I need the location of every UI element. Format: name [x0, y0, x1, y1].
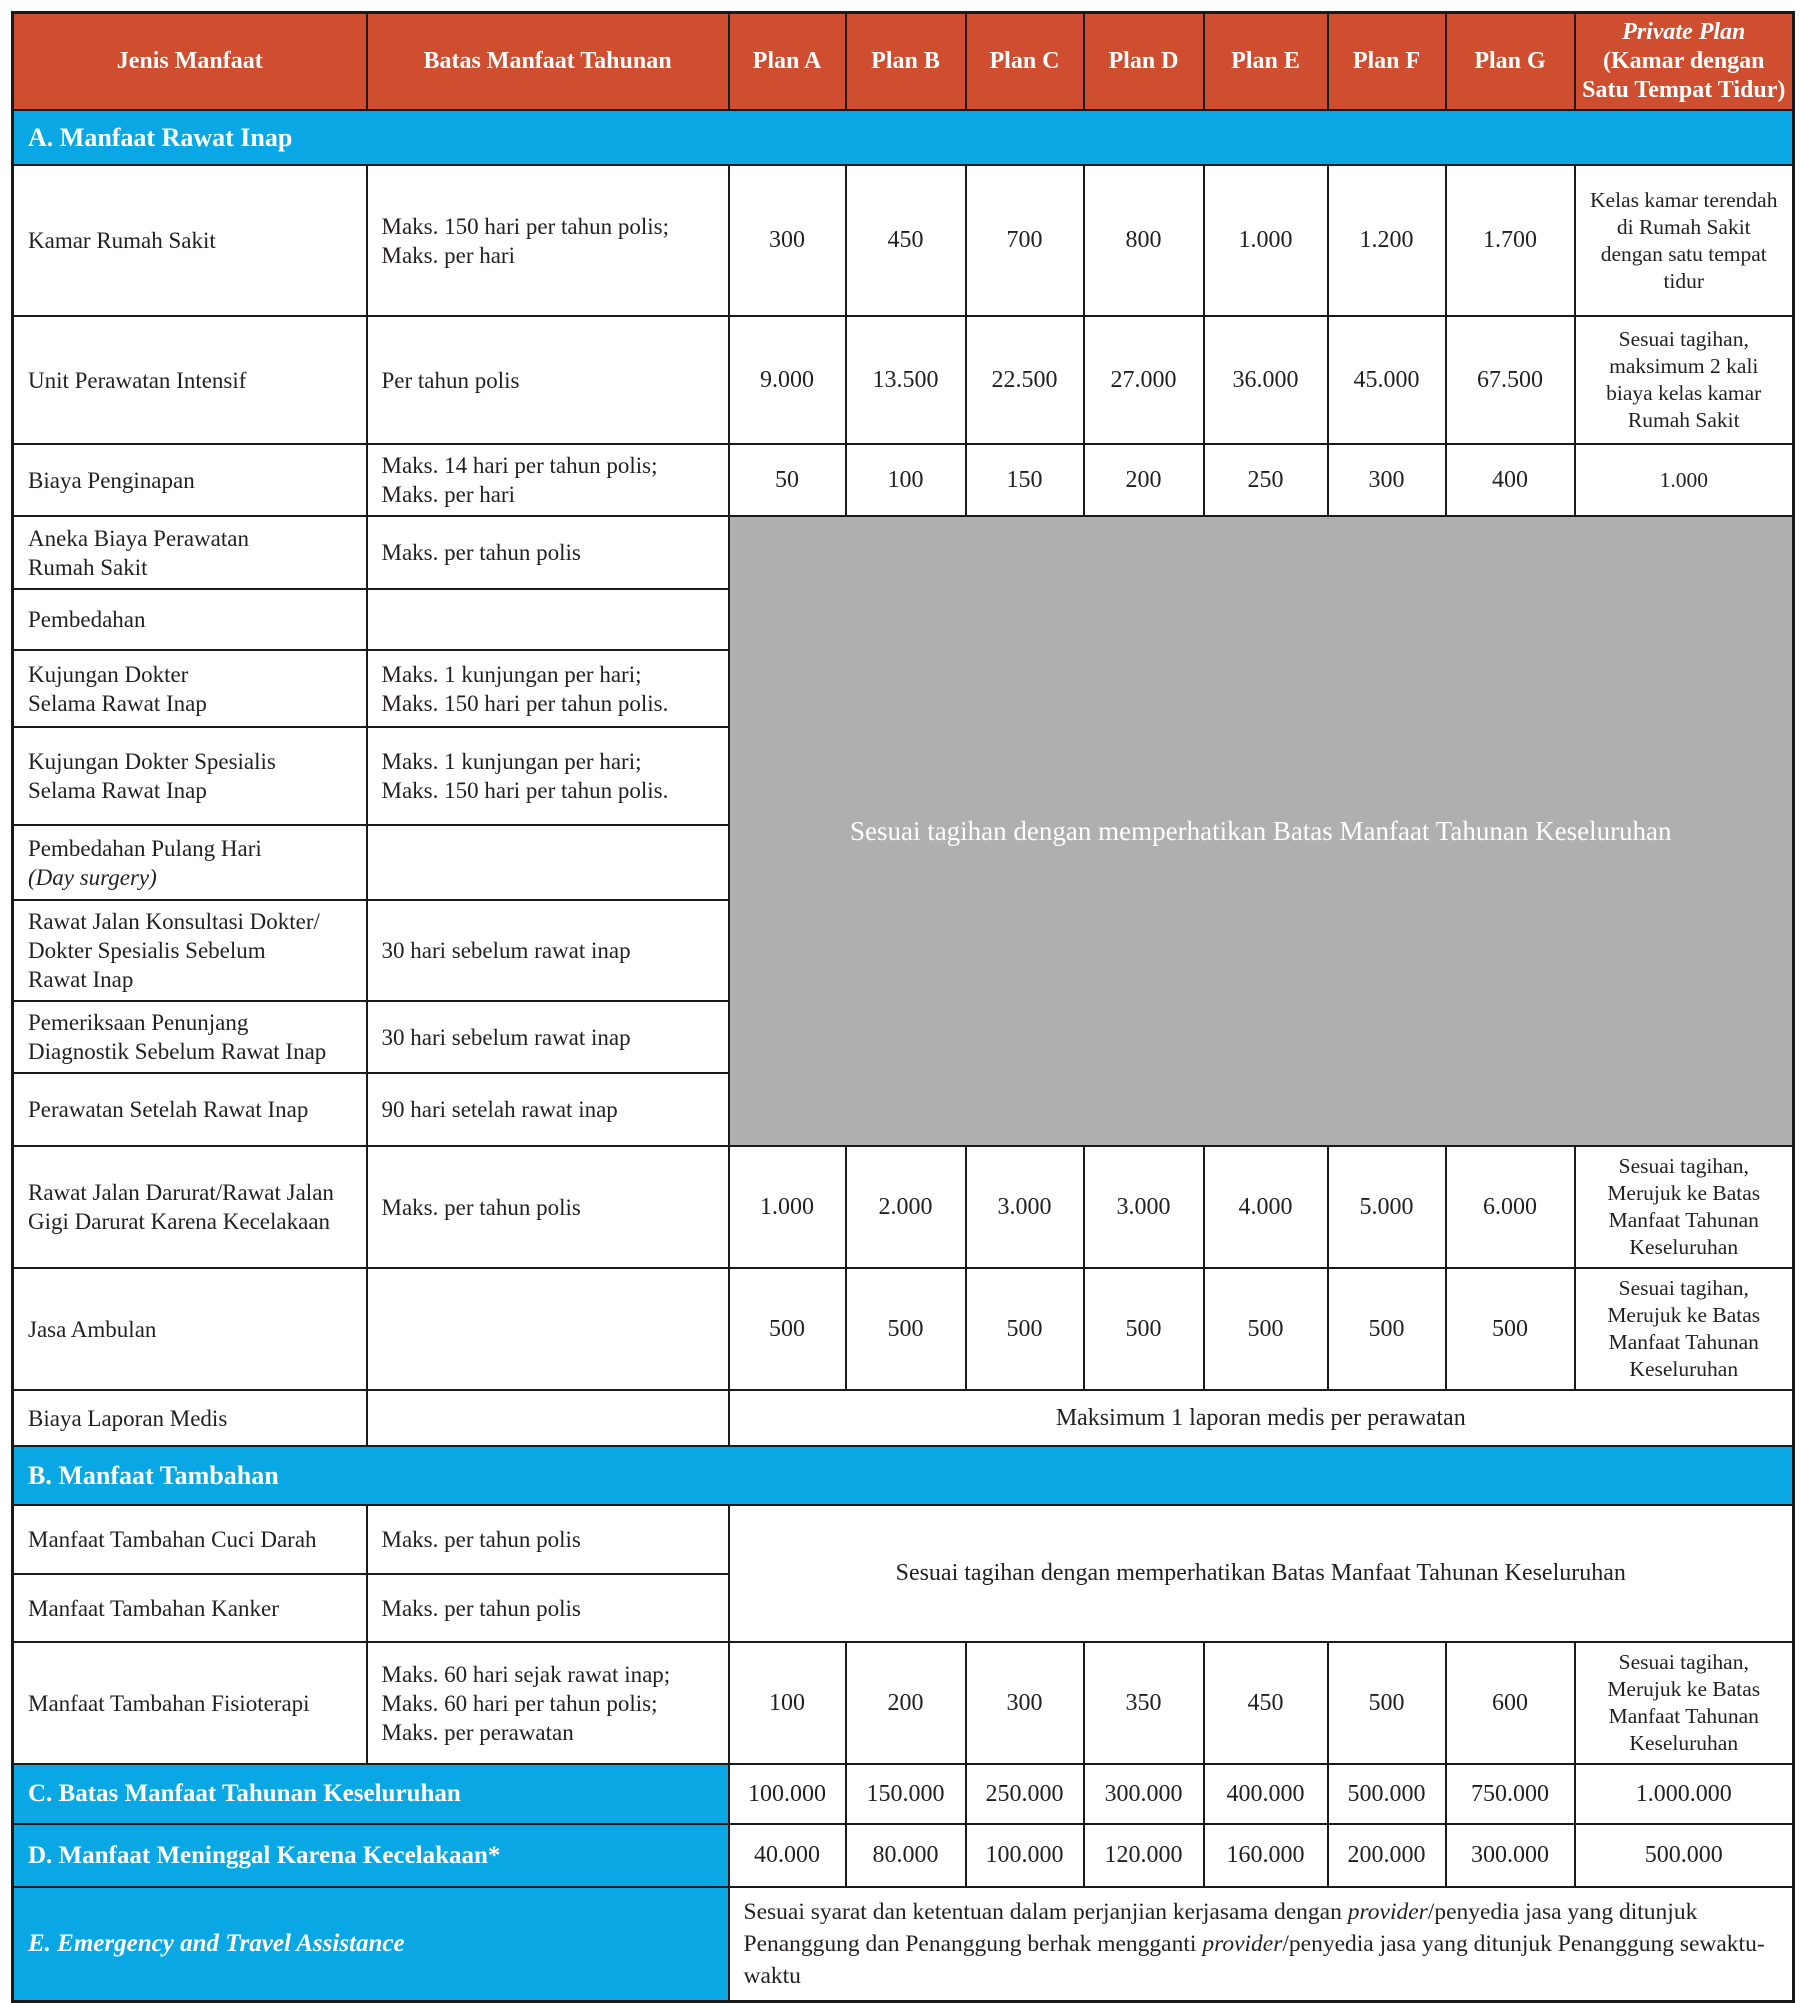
section-e-note [729, 1887, 1794, 2002]
value-cell: 45.000 [1328, 316, 1446, 444]
limit-cell [367, 650, 729, 727]
row-label [13, 516, 367, 589]
table-row [13, 1268, 1794, 1390]
value-cell: 750.000 [1446, 1764, 1575, 1824]
value-cell: 67.500 [1446, 316, 1575, 444]
private-cell: Sesuai tagihan, Merujuk ke Batas Manfaat Tahunan Keseluruhan [1575, 1268, 1794, 1390]
row-label-line: Rawat Jalan Darurat/Rawat Jalan [28, 1180, 334, 1205]
e-note-text: /penyedia jasa yang ditunjuk Penanggung dan Penanggung berhak mengganti [743, 1899, 1698, 1957]
limit-line: Maks. 60 hari per tahun polis; [381, 1690, 658, 1716]
gray-merged-note: Sesuai tagihan dengan memperhatikan Batas Manfaat Tahunan Keseluruhan [729, 516, 1794, 1146]
row-label [13, 1001, 367, 1073]
value-cell: 300 [729, 165, 846, 316]
value-cell: 400 [1446, 444, 1575, 516]
section-b-header: B. Manfaat Tambahan [13, 1446, 1794, 1505]
benefit-table [11, 11, 1795, 2003]
value-cell: 400.000 [1204, 1764, 1328, 1824]
table-row [13, 1505, 1794, 1574]
limit-cell [367, 589, 729, 650]
table-row [13, 1642, 1794, 1764]
value-cell: 500 [1204, 1268, 1328, 1390]
row-label-line: Kujungan Dokter Spesialis [28, 749, 276, 774]
section-b-merged-note: Sesuai tagihan dengan memperhatikan Batas Manfaat Tahunan Keseluruhan [729, 1505, 1794, 1642]
row-label-line: Rumah Sakit [28, 554, 148, 580]
limit-line: Maks. per hari [381, 242, 515, 268]
value-cell: 4.000 [1204, 1146, 1328, 1268]
row-label [13, 650, 367, 727]
value-cell: 350 [1084, 1642, 1204, 1764]
limit-line: Maks. 1 kunjungan per hari; [381, 661, 642, 687]
row-label [13, 1146, 367, 1268]
value-cell: 1.000 [1204, 165, 1328, 316]
e-note-provider: provider [1347, 1899, 1428, 1925]
header-private-plan-sub: (Kamar dengan Satu Tempat Tidur) [1582, 48, 1786, 103]
value-cell: 3.000 [1084, 1146, 1204, 1268]
e-note-text: /penyedia jasa yang ditunjuk Penanggung sewaktu-waktu [743, 1931, 1765, 1989]
value-cell: 700 [966, 165, 1084, 316]
value-cell: 500.000 [1575, 1824, 1794, 1887]
value-cell: 5.000 [1328, 1146, 1446, 1268]
row-label-line: Kujungan Dokter [28, 661, 189, 687]
header-plan-g: Plan G [1446, 13, 1575, 111]
section-c-header: C. Batas Manfaat Tahunan Keseluruhan [13, 1764, 729, 1824]
row-label [13, 727, 367, 825]
limit-line: Maks. 150 hari per tahun polis. [381, 690, 669, 716]
limit-cell: Maks. per tahun polis [367, 1146, 729, 1268]
value-cell: 300.000 [1446, 1824, 1575, 1887]
section-d-row [13, 1824, 1794, 1887]
value-cell: 800 [1084, 165, 1204, 316]
private-cell: Sesuai tagihan, Merujuk ke Batas Manfaat Tahunan Keseluruhan [1575, 1146, 1794, 1268]
value-cell: 250.000 [966, 1764, 1084, 1824]
header-jenis-manfaat: Jenis Manfaat [13, 13, 367, 111]
table-row [13, 444, 1794, 516]
value-cell: 500 [729, 1268, 846, 1390]
value-cell: 100 [846, 444, 966, 516]
table-header-row [13, 13, 1794, 111]
row-label-line: Selama Rawat Inap [28, 690, 207, 716]
value-cell: 500 [1328, 1268, 1446, 1390]
limit-line: Maks. 1 kunjungan per hari; [381, 749, 642, 774]
header-private-plan-title: Private Plan [1622, 19, 1746, 45]
section-a-header: A. Manfaat Rawat Inap [13, 110, 1794, 165]
row-label [13, 900, 367, 1001]
row-label: Manfaat Tambahan Cuci Darah [13, 1505, 367, 1574]
table-row [13, 165, 1794, 316]
row-label: Jasa Ambulan [13, 1268, 367, 1390]
value-cell: 1.000.000 [1575, 1764, 1794, 1824]
value-cell: 27.000 [1084, 316, 1204, 444]
header-batas-manfaat: Batas Manfaat Tahunan [367, 13, 729, 111]
table-row [13, 1390, 1794, 1446]
limit-cell [367, 444, 729, 516]
value-cell: 200 [846, 1642, 966, 1764]
section-a-bar-row [13, 110, 1794, 165]
value-cell: 300 [1328, 444, 1446, 516]
row-label-line: Rawat Jalan Konsultasi Dokter/ [28, 909, 320, 934]
table-row [13, 1146, 1794, 1268]
section-e-row [13, 1887, 1794, 2002]
value-cell: 300 [966, 1642, 1084, 1764]
value-cell: 1.200 [1328, 165, 1446, 316]
row-label: Manfaat Tambahan Fisioterapi [13, 1642, 367, 1764]
value-cell: 450 [846, 165, 966, 316]
limit-cell: 30 hari sebelum rawat inap [367, 900, 729, 1001]
row-label: Pembedahan [13, 589, 367, 650]
value-cell: 36.000 [1204, 316, 1328, 444]
section-e-header: E. Emergency and Travel Assistance [13, 1887, 729, 2002]
value-cell: 250 [1204, 444, 1328, 516]
row-label: Biaya Penginapan [13, 444, 367, 516]
value-cell: 300.000 [1084, 1764, 1204, 1824]
laporan-medis-note: Maksimum 1 laporan medis per perawatan [729, 1390, 1794, 1446]
value-cell: 500 [1328, 1642, 1446, 1764]
header-private-plan [1575, 13, 1794, 111]
header-plan-d: Plan D [1084, 13, 1204, 111]
limit-cell: Maks. per tahun polis [367, 516, 729, 589]
limit-cell: 30 hari sebelum rawat inap [367, 1001, 729, 1073]
header-plan-f: Plan F [1328, 13, 1446, 111]
row-label-line: Aneka Biaya Perawatan [28, 525, 249, 551]
limit-cell [367, 1642, 729, 1764]
value-cell: 2.000 [846, 1146, 966, 1268]
value-cell: 500 [1084, 1268, 1204, 1390]
value-cell: 450 [1204, 1642, 1328, 1764]
value-cell: 100.000 [729, 1764, 846, 1824]
value-cell: 9.000 [729, 316, 846, 444]
value-cell: 22.500 [966, 316, 1084, 444]
value-cell: 100 [729, 1642, 846, 1764]
limit-line: Maks. 150 hari per tahun polis. [381, 778, 669, 803]
limit-cell: Maks. per tahun polis [367, 1574, 729, 1642]
section-c-row [13, 1764, 1794, 1824]
row-label-line-italic: (Day surgery) [28, 864, 157, 890]
limit-line: Maks. per hari [381, 482, 515, 507]
row-label [13, 825, 367, 900]
insurance-benefit-table-page [0, 11, 1804, 1999]
private-cell: Sesuai tagihan, Merujuk ke Batas Manfaat Tahunan Keseluruhan [1575, 1642, 1794, 1764]
value-cell: 80.000 [846, 1824, 966, 1887]
value-cell: 160.000 [1204, 1824, 1328, 1887]
value-cell: 150.000 [846, 1764, 966, 1824]
row-label: Manfaat Tambahan Kanker [13, 1574, 367, 1642]
value-cell: 200.000 [1328, 1824, 1446, 1887]
value-cell: 500 [1446, 1268, 1575, 1390]
limit-cell [367, 1390, 729, 1446]
private-cell: 1.000 [1575, 444, 1794, 516]
value-cell: 150 [966, 444, 1084, 516]
limit-line: Maks. 150 hari per tahun polis; [381, 213, 669, 239]
value-cell: 500 [966, 1268, 1084, 1390]
value-cell: 1.700 [1446, 165, 1575, 316]
private-cell: Kelas kamar terendah di Rumah Sakit dengan satu tempat tidur [1575, 165, 1794, 316]
e-note-provider: provider [1202, 1931, 1283, 1957]
limit-line: Maks. 60 hari sejak rawat inap; [381, 1661, 671, 1687]
header-plan-b: Plan B [846, 13, 966, 111]
limit-cell [367, 165, 729, 316]
row-label-line: Selama Rawat Inap [28, 778, 207, 803]
row-label-line: Rawat Inap [28, 967, 134, 992]
limit-cell: Maks. per tahun polis [367, 1505, 729, 1574]
value-cell: 100.000 [966, 1824, 1084, 1887]
value-cell: 1.000 [729, 1146, 846, 1268]
limit-line: Maks. per perawatan [381, 1719, 574, 1745]
limit-cell: Per tahun polis [367, 316, 729, 444]
table-row [13, 516, 1794, 589]
value-cell: 500.000 [1328, 1764, 1446, 1824]
value-cell: 50 [729, 444, 846, 516]
row-label: Unit Perawatan Intensif [13, 316, 367, 444]
section-d-header: D. Manfaat Meninggal Karena Kecelakaan* [13, 1824, 729, 1887]
row-label: Biaya Laporan Medis [13, 1390, 367, 1446]
value-cell: 6.000 [1446, 1146, 1575, 1268]
row-label: Kamar Rumah Sakit [13, 165, 367, 316]
value-cell: 13.500 [846, 316, 966, 444]
value-cell: 3.000 [966, 1146, 1084, 1268]
row-label-line: Gigi Darurat Karena Kecelakaan [28, 1209, 331, 1234]
limit-cell [367, 825, 729, 900]
value-cell: 40.000 [729, 1824, 846, 1887]
limit-line: Maks. 14 hari per tahun polis; [381, 453, 658, 478]
value-cell: 600 [1446, 1642, 1575, 1764]
table-row [13, 316, 1794, 444]
value-cell: 200 [1084, 444, 1204, 516]
private-cell: Sesuai tagihan, maksimum 2 kali biaya kelas kamar Rumah Sakit [1575, 316, 1794, 444]
e-note-text: Sesuai syarat dan ketentuan dalam perjanjian kerjasama dengan [743, 1899, 1348, 1925]
header-plan-a: Plan A [729, 13, 846, 111]
row-label-line: Pembedahan Pulang Hari [28, 835, 262, 861]
limit-cell [367, 727, 729, 825]
section-b-bar-row [13, 1446, 1794, 1505]
value-cell: 120.000 [1084, 1824, 1204, 1887]
value-cell: 500 [846, 1268, 966, 1390]
row-label-line: Pemeriksaan Penunjang [28, 1010, 249, 1035]
row-label-line: Diagnostik Sebelum Rawat Inap [28, 1039, 327, 1064]
row-label: Perawatan Setelah Rawat Inap [13, 1073, 367, 1146]
header-plan-c: Plan C [966, 13, 1084, 111]
row-label-line: Dokter Spesialis Sebelum [28, 938, 266, 963]
header-plan-e: Plan E [1204, 13, 1328, 111]
limit-cell [367, 1268, 729, 1390]
limit-cell: 90 hari setelah rawat inap [367, 1073, 729, 1146]
